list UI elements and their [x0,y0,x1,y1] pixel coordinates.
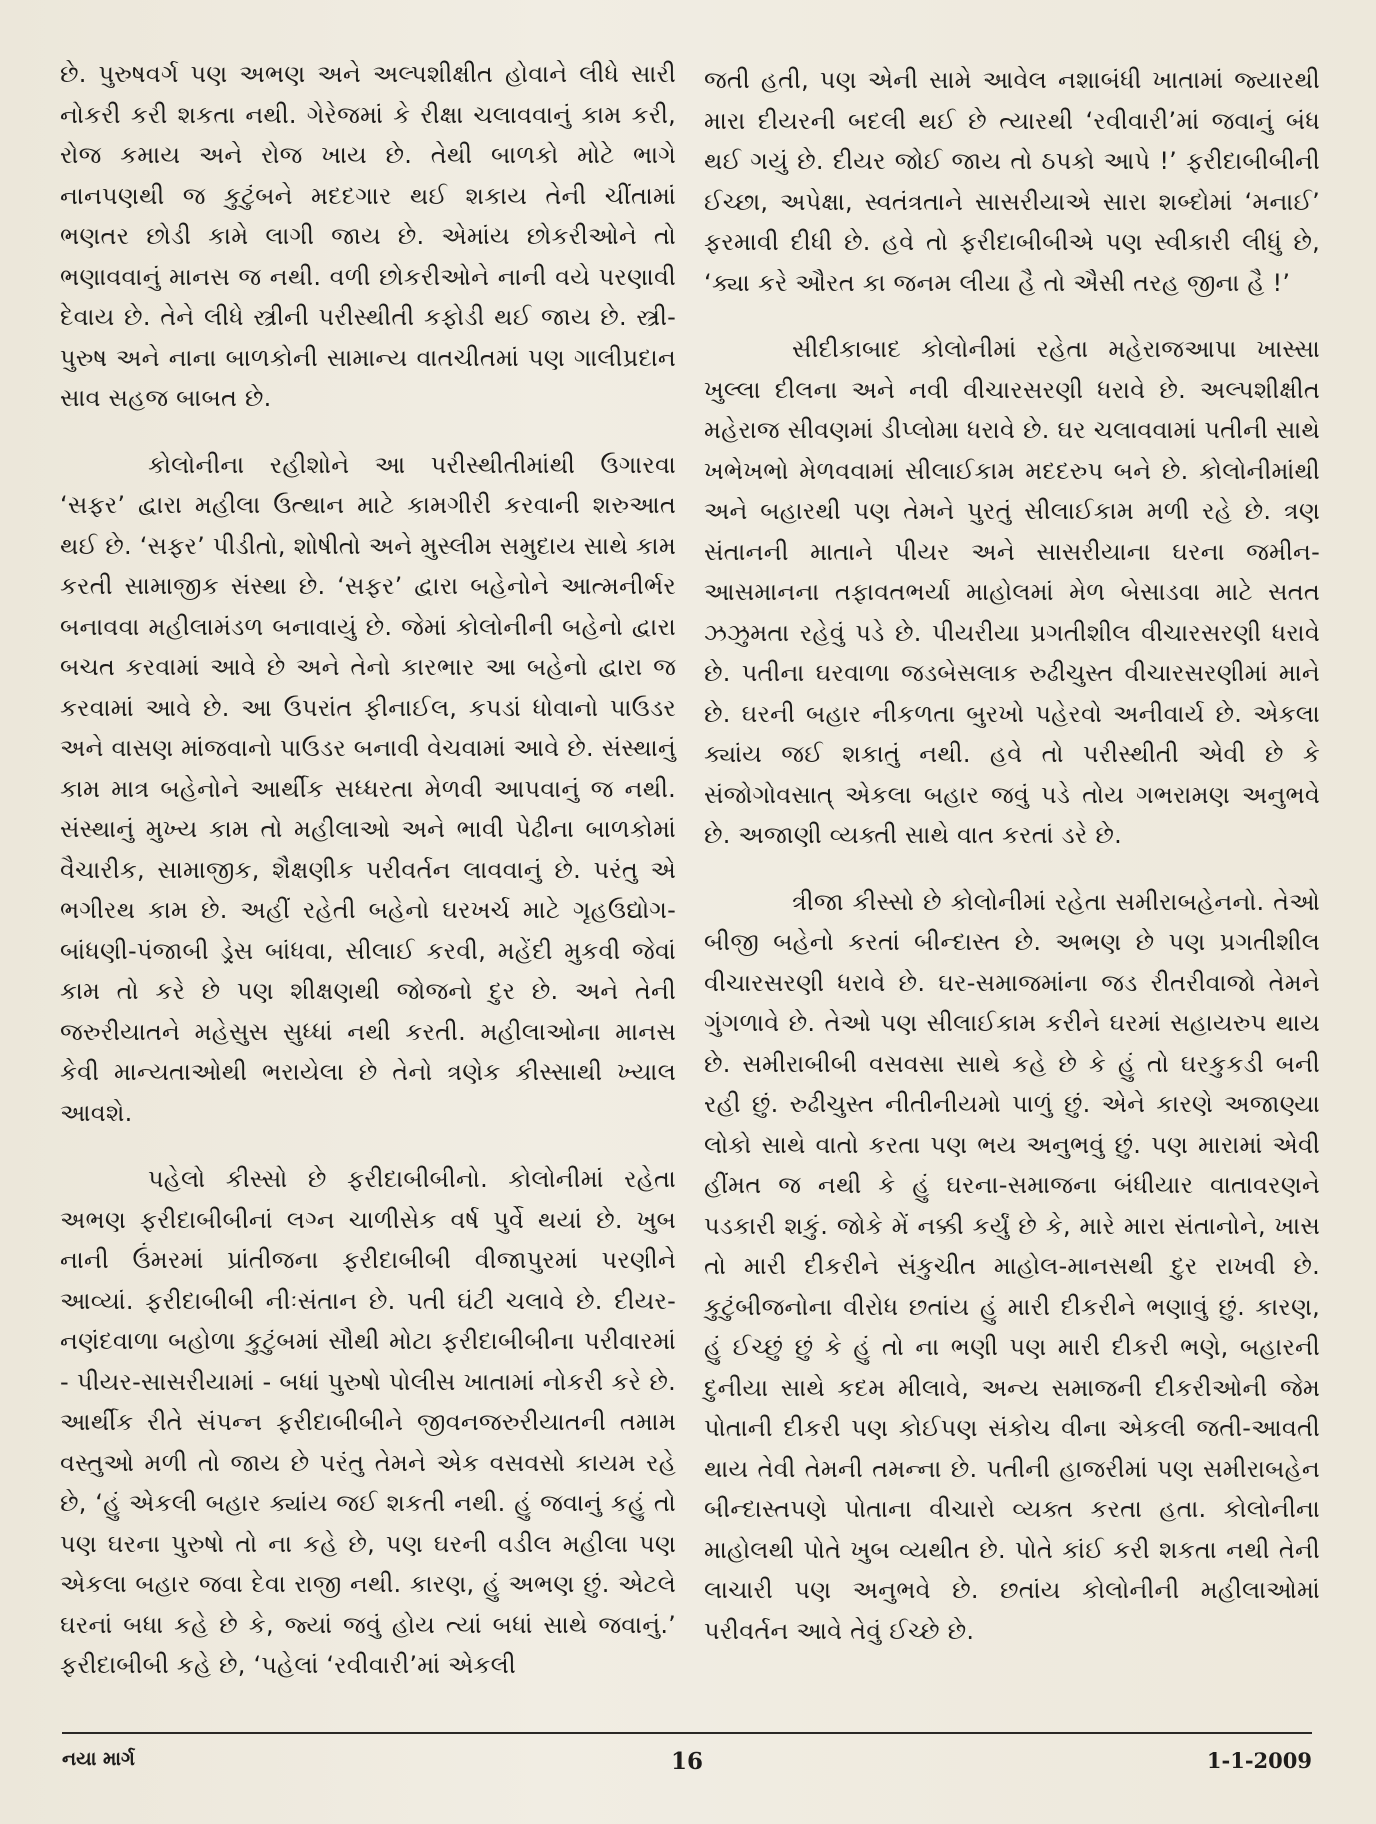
paragraph-first-case-continued: જતી હતી, પણ એની સામે આવેલ નશાબંધી ખાતામાં જ્યારથી મારા દીયરની બદલી થઈ છે ત્યારથી ‘રવીવારી’માં જવાનું બંધ થઈ ગયું છે. દીયર જોઈ જાય તો ઠપકો આપે !’ ફરીદાબીબીની ઈચ્છા, અપેક્ષા, સ્વતંત્રતાને સાસરીયાએ સારા શબ્દોમાં ‘મનાઈ’ ફરમાવી દીધી છે. હવે તો ફરીદાબીબીએ પણ સ્વીકારી લીધું છે, ‘ક્યા કરે ઔરત કા જનમ લીયા હૈ તો ઐસી તરહ જીના હૈ !’ [704,66,1320,297]
right-column [704,54,1320,1710]
publication-name: નયા માર્ગ [62,1748,135,1770]
footer-divider [62,1732,1312,1734]
paragraph-second-case: સીદીકાબાદ કોલોનીમાં રહેતા મહેરાજઆપા ખાસ્સા ખુલ્લા દીલના અને નવી વીચારસરણી ધરાવે છે. અલ્પશીક્ષીત મહેરાજ સીવણમાં ડીપ્લોમા ધરાવે છે. ઘર ચલાવવામાં પતીની સાથે ખભેખભો મેળવવામાં સીલાઈકામ મદદરુપ બને છે. કોલોનીમાંથી અને બહારથી પણ તેમને પુરતું સીલાઈકામ મળી રહે છે. ત્રણ સંતાનની માતાને પીયર અને સાસરીયાના ઘરના જમીન-આસમાનના તફાવતભર્યા માહોલમાં મેળ બેસાડવા માટે સતત ઝઝુમતા રહેવું પડે છે. પીયરીયા પ્રગતીશીલ વીચારસરણી ધરાવે છે. પતીના ઘરવાળા જડબેસલાક રુઢીચુસ્ત વીચારસરણીમાં માને છે. ઘરની બહાર નીકળતા બુરખો પહેરવો અનીવાર્ય છે. એકલા ક્યાંય જઈ શકાતું નથી. હવે તો પરીસ્થીતી એવી છે કે સંજોગોવસાત્ એકલા બહાર જવું પડે તોય ગભરામણ અનુભવે છે. અજાણી વ્યક્તી સાથે વાત કરતાં ડરે છે. [704,335,1321,849]
issue-date: 1-1-2009 [1206,1748,1312,1773]
paragraph-third-case: ત્રીજા કીસ્સો છે કોલોનીમાં રહેતા સમીરાબહેનનો. તેઓ બીજી બહેનો કરતાં બીન્દાસ્ત છે. અભણ છે પણ પ્રગતીશીલ વીચારસરણી ધરાવે છે. ઘર-સમાજમાંના જડ રીતરીવાજો તેમને ગુંગળાવે છે. તેઓ પણ સીલાઈકામ કરીને ઘરમાં સહાયરુપ થાય છે. સમીરાબીબી વસવસા સાથે કહે છે કે હું તો ઘરકુકડી બની રહી છું. રુઢીચુસ્ત નીતીનીયમો પાળું છું. એને કારણે અજાણ્યા લોકો સાથે વાતો કરતા પણ ભય અનુભવું છું. પણ મારામાં એવી હીંમત જ નથી કે હું ઘરના-સમાજના બંધીયાર વાતાવરણને પડકારી શકું. જોકે મેં નક્કી કર્યું છે કે, મારે મારા સંતાનોને, ખાસ તો મારી દીકરીને સંકુચીત માહોલ-માનસથી દુર રાખવી છે. કુટુંબીજનોના વીરોધ છતાંય હું મારી દીકરીને ભણાવું છું. કારણ, હું ઈચ્છું છું કે હું તો ના ભણી પણ મારી દીકરી ભણે, બહારની દુનીયા સાથે કદમ મીલાવે, અન્ય સમાજની દીકરીઓની જેમ પોતાની દીકરી પણ કોઈપણ સંકોચ વીના એકલી જતી-આવતી થાય તેવી તેમની તમન્ના છે. પતીની હાજરીમાં પણ સમીરાબહેન બીન્દાસ્તપણે પોતાના વીચારો વ્યક્ત કરતા હતા. કોલોનીના માહોલથી પોતે ખુબ વ્યથીત છે. પોતે કાંઈ કરી શકતા નથી તેની લાચારી પણ અનુભવે છે. છતાંય કોલોનીની મહીલાઓમાં પરીવર્તન આવે તેવું ઈચ્છે છે. [704,887,1320,1645]
page-number: 16 [670,1748,703,1775]
paragraph-continuation: છે. પુરુષવર્ગ પણ અભણ અને અલ્પશીક્ષીત હોવાને લીધે સારી નોકરી કરી શકતા નથી. ગેરેજમાં કે રીક્ષા ચલાવવાનું કામ કરી, રોજ કમાય અને રોજ ખાય છે. તેથી બાળકો મોટે ભાગે નાનપણથી જ કુટુંબને મદદગાર થઈ શકાય તેની ચીંતામાં ભણતર છોડી કામે લાગી જાય છે. એમાંય છોકરીઓને તો ભણાવવાનું માનસ જ નથી. વળી છોકરીઓને નાની વયે પરણાવી દેવાય છે. તેને લીધે સ્ત્રીની પરીસ્થીતી કફોડી થઈ જાય છે. સ્ત્રી-પુરુષ અને નાના બાળકોની સામાન્ય વાતચીતમાં પણ ગાલીપ્રદાન સાવ સહજ બાબત છે. [60,60,676,412]
left-column [60,54,676,1710]
paragraph-safar-organization: કોલોનીના રહીશોને આ પરીસ્થીતીમાંથી ઉગારવા ‘સફર’ દ્વારા મહીલા ઉત્થાન માટે કામગીરી કરવાની શરુઆત થઈ છે. ‘સફર’ પીડીતો, શોષીતો અને મુસ્લીમ સમુદાય સાથે કામ કરતી સામાજીક સંસ્થા છે. ‘સફર’ દ્વારા બહેનોને આત્મનીર્ભર બનાવવા મહીલામંડળ બનાવાયું છે. જેમાં કોલોનીની બહેનો દ્વારા બચત કરવામાં આવે છે અને તેનો કારભાર આ બહેનો દ્વારા જ કરવામાં આવે છે. આ ઉપરાંત ફીનાઈલ, કપડાં ધોવાનો પાઉડર અને વાસણ માંજવાનો પાઉડર બનાવી વેચવામાં આવે છે. સંસ્થાનું કામ માત્ર બહેનોને આર્થીક સધ્ધરતા મેળવી આપવાનું જ નથી. સંસ્થાનું મુખ્ય કામ તો મહીલાઓ અને ભાવી પેઢીના બાળકોમાં વૈચારીક, સામાજીક, શૈક્ષણીક પરીવર્તન લાવવાનું છે. પરંતુ એ ભગીરથ કામ છે. અહીં રહેતી બહેનો ઘરખર્ચ માટે ગૃહઉદ્યોગ-બાંધણી-પંજાબી ડ્રેસ બાંધવા, સીલાઈ કરવી, મહેંદી મુકવી જેવાં કામ તો કરે છે પણ શીક્ષણથી જોજનો દુર છે. અને તેની જરુરીયાતને મહેસુસ સુધ્ધાં નથી કરતી. મહીલાઓના માનસ કેવી માન્યતાઓથી ભરાયેલા છે તેનો ત્રણેક કીસ્સાથી ખ્યાલ આવશે. [60,450,676,1127]
paragraph-first-case: પહેલો કીસ્સો છે ફરીદાબીબીનો. કોલોનીમાં રહેતા અભણ ફરીદાબીબીનાં લગ્ન ચાળીસેક વર્ષ પુર્વે થયાં છે. ખુબ નાની ઉંમરમાં પ્રાંતીજના ફરીદાબીબી વીજાપુરમાં પરણીને આવ્યાં. ફરીદાબીબી નીઃસંતાન છે. પતી ઘંટી ચલાવે છે. દીયર-નણંદવાળા બહોળા કુટુંબમાં સૌથી મોટા ફરીદાબીબીના પરીવારમાં - પીયર-સાસરીયામાં - બધાં પુરુષો પોલીસ ખાતામાં નોકરી કરે છે. આર્થીક રીતે સંપન્ન ફરીદાબીબીને જીવનજરુરીયાતની તમામ વસ્તુઓ મળી તો જાય છે પરંતુ તેમને એક વસવસો કાયમ રહે છે, ‘હું એકલી બહાર ક્યાંય જઈ શકતી નથી. હું જવાનું કહું તો પણ ઘરના પુરુષો તો ના કહે છે, પણ ઘરની વડીલ મહીલા પણ એકલા બહાર જવા દેવા રાજી નથી. કારણ, હું અભણ છું. એટલે ઘરનાં બધા કહે છે કે, જ્યાં જવું હોય ત્યાં બધાં સાથે જવાનું.’ ફરીદાબીબી કહે છે, ‘પહેલાં ‘રવીવારી’માં એકલી [60,1165,676,1679]
page-footer [62,1748,1312,1784]
article-body [60,54,1320,1710]
